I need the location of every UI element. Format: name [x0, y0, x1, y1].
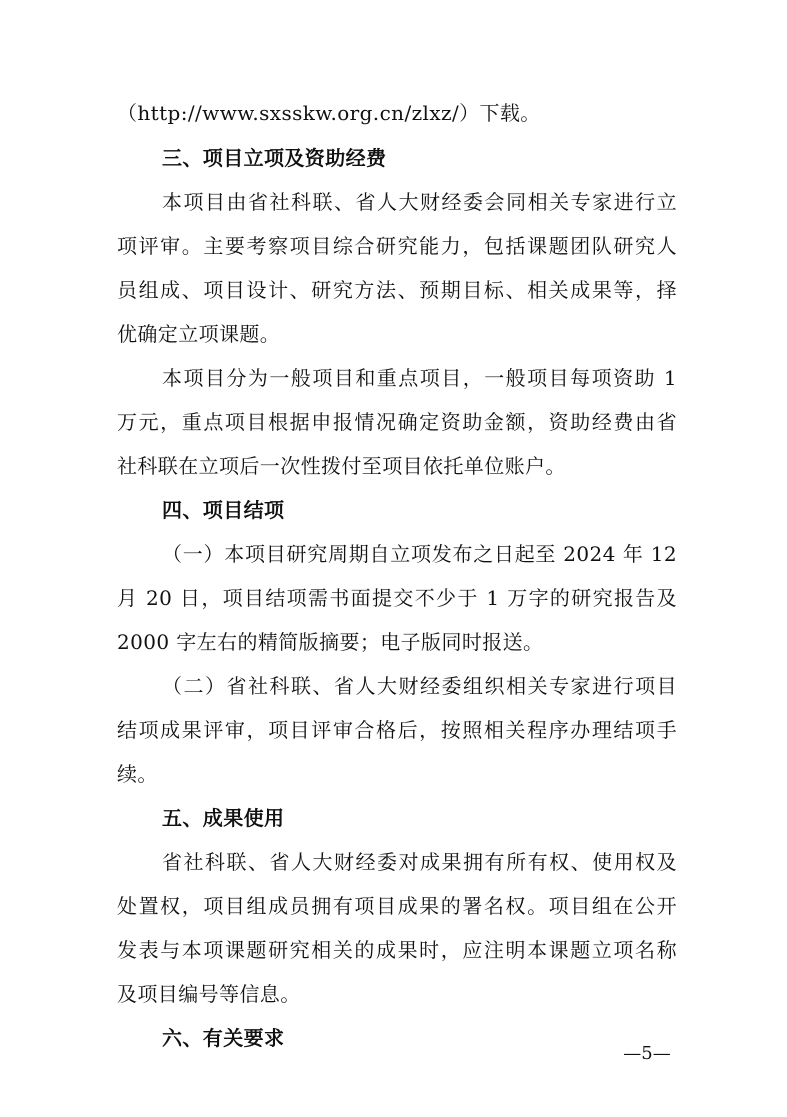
paragraph-line: （二）省社科联、省人大财经委组织相关专家进行项目	[162, 674, 677, 698]
paragraph-line: 员组成、项目设计、研究方法、预期目标、相关成果等，择	[117, 278, 677, 302]
paragraph-line: 项评审。主要考察项目综合研究能力，包括课题团队研究人	[117, 234, 677, 258]
paragraph-line: 万元，重点项目根据申报情况确定资助金额，资助经费由省	[117, 410, 677, 434]
page-number: —5—	[623, 1043, 671, 1064]
paragraph-line: 续。	[117, 762, 158, 786]
paragraph-line: 结项成果评审，项目评审合格后，按照相关程序办理结项手	[117, 718, 677, 742]
url-line: （http://www.sxsskw.org.cn/zlxz/）下载。	[117, 101, 541, 125]
paragraph-line: 月 20 日，项目结项需书面提交不少于 1 万字的研究报告及	[117, 586, 677, 610]
paragraph-line: 处置权，项目组成员拥有项目成果的署名权。项目组在公开	[117, 894, 677, 918]
paragraph-line: （一）本项目研究周期自立项发布之日起至 2024 年 12	[162, 542, 677, 566]
paragraph-line: 2000 字左右的精简版摘要；电子版同时报送。	[117, 630, 544, 654]
paragraph-line: 省社科联、省人大财经委对成果拥有所有权、使用权及	[162, 850, 677, 874]
section-heading-5: 五、成果使用	[162, 806, 285, 830]
paragraph-line: 本项目由省社科联、省人大财经委会同相关专家进行立	[162, 190, 677, 214]
paragraph-line: 优确定立项课题。	[117, 322, 281, 346]
paragraph-line: 发表与本项课题研究相关的成果时，应注明本课题立项名称	[117, 938, 677, 962]
section-heading-4: 四、项目结项	[162, 498, 285, 522]
paragraph-line: 社科联在立项后一次性拨付至项目依托单位账户。	[117, 454, 566, 478]
section-heading-3: 三、项目立项及资助经费	[162, 146, 387, 170]
paragraph-line: 本项目分为一般项目和重点项目，一般项目每项资助 1	[162, 366, 677, 390]
paragraph-line: 及项目编号等信息。	[117, 982, 301, 1006]
section-heading-6: 六、有关要求	[162, 1026, 285, 1050]
